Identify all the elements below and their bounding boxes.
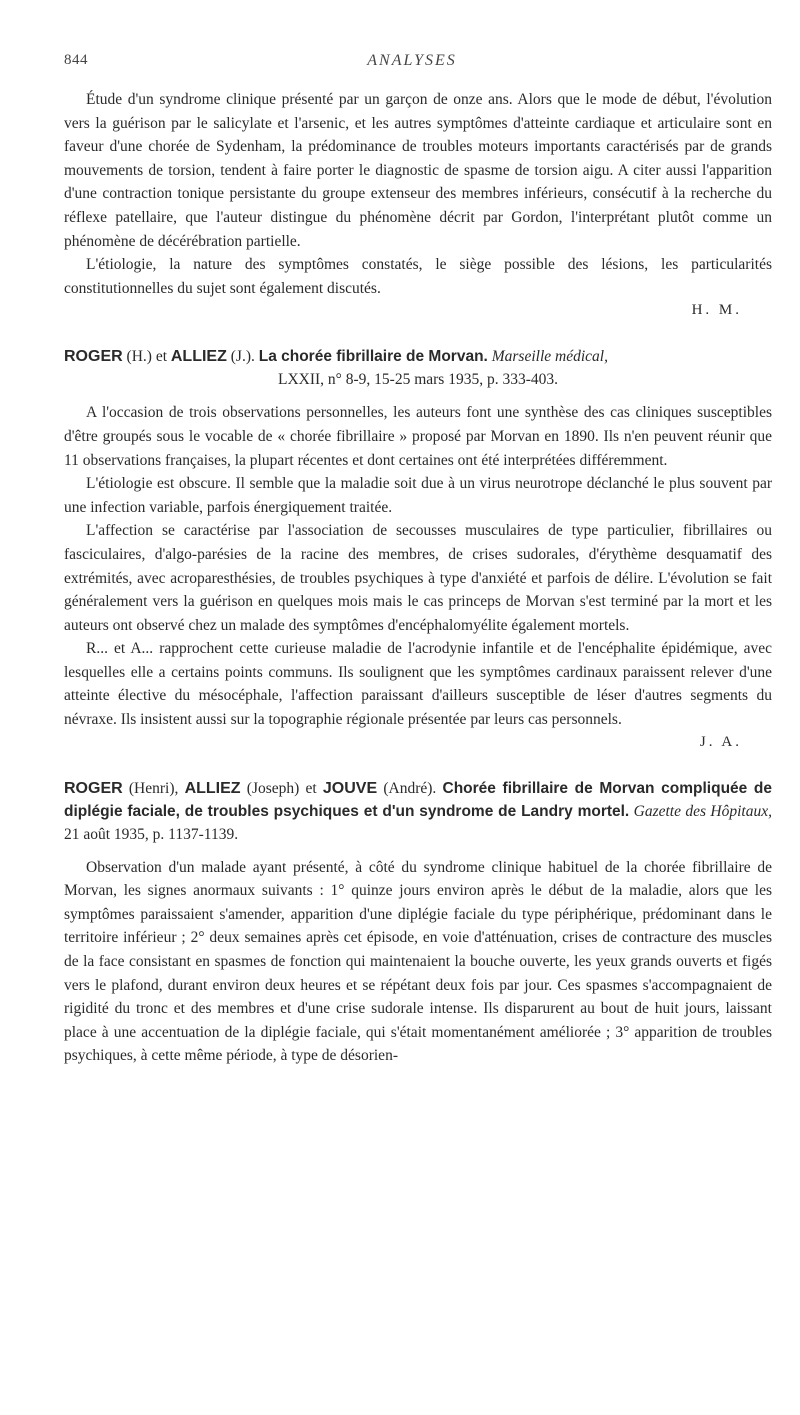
abstract-entry-3 [64, 777, 772, 1068]
citation-details: 21 août 1935, p. 1137-1139. [64, 825, 239, 843]
bibliographic-reference [64, 777, 772, 846]
abstract-entry-2 [64, 345, 772, 750]
reviewer-initials: H. M. [691, 302, 742, 319]
abstract-paragraph: Observation d'un malade ayant présenté, à côté du syndrome clinique habituel de la chorée fibrillaire de Morvan, les signes anormaux suivants : 1° quinze jours environ après le début de la maladie, alors que les symptômes paraissaient s'amender, apparition d'une diplégie faciale du type périphérique, prédominant dans le territoire inférieur ; 2° deux semaines après cet épisode, en voie d'atténuation, crises de contracture des muscles de la face consistant en spasmes de fonction qui maintenaient la bouche ouverte, les yeux grands ouverts et figés vers le plafond, durant environ deux heures et se répétant deux fois par jour. Ces spasmes s'accompagnaient de rigidité du tronc et des membres et d'une crise sudorale intense. Ils disparurent au bout de huit jours, laissant place à une accentuation de la diplégie faciale, qui s'était momentanément améliorée ; 3° apparition de troubles psychiques, à cette même période, à type de désorien- [64, 858, 772, 1065]
page-content [64, 88, 772, 1068]
article-title: La chorée fibrillaire de Morvan. [258, 348, 488, 366]
abstract-paragraph: A l'occasion de trois observations personnelles, les auteurs font une synthèse des cas cliniques susceptibles d'être groupés sous le vocable de « chorée fibrillaire » proposé par Morvan en 1890. Ils n'en peuvent réunir que 11 observations françaises, la plupart récentes et dont certaines ont été interprétées différemment. [64, 404, 772, 469]
article-title: Chorée fibrillaire de Morvan compliquée de diplégie faciale, de troubles psychiques et d'un syndrome de Landry mortel. [64, 779, 773, 820]
running-title: ANALYSES [367, 52, 457, 69]
abstract-entry-1 [64, 88, 772, 319]
page-number: 844 [64, 52, 88, 68]
abstract-paragraph: L'étiologie est obscure. Il semble que la maladie soit due à un virus neurotrope déclanché le plus souvent par une infection variable, parfois énergiquement traitée. [64, 475, 772, 516]
author-initial: (H.) et [122, 348, 171, 366]
author-name: JOUVE [322, 779, 378, 797]
citation-details: LXXII, n° 8-9, 15-25 mars 1935, p. 333-403. [278, 371, 558, 389]
bibliographic-reference [64, 345, 772, 391]
author-forename: (Joseph) et [240, 779, 323, 797]
abstract-paragraph: L'étiologie, la nature des symptômes constatés, le siège possible des lésions, les particularités constitutionnelles du sujet sont également discutés. [64, 256, 772, 297]
journal-name: Gazette des Hôpitaux, [633, 802, 772, 820]
reviewer-initials: J. A. [699, 733, 742, 750]
author-name: ROGER [64, 348, 123, 366]
running-header [64, 0, 760, 69]
abstract-paragraph: Étude d'un syndrome clinique présenté par un garçon de onze ans. Alors que le mode de début, l'évolution vers la guérison par le salicylate et l'arsenic, et les autres symptômes d'atteinte cardiaque et articulaire sont en faveur d'une chorée de Sydenham, la prédominance de troubles moteurs importants caractérisés par de grands mouvements de torsion, tendent à faire porter le diagnostic de spasme de torsion aigu. A citer aussi l'apparition d'une contraction tonique persistante du groupe extenseur des membres inférieurs, consécutif à la recherche du réflexe patellaire, que l'auteur distingue du phénomène décrit par Gordon, l'interprétant plutôt comme un phénomène de décérébration partielle. [64, 91, 772, 250]
abstract-paragraph: L'affection se caractérise par l'association de secousses musculaires de type particulier, fibrillaires ou fasciculaires, d'algo-parésies de la racine des membres, de crises sudorales, d'érythème desquamatif des extrémités, avec acroparesthésies, de troubles psychiques à type d'anxiété et parfois de délire. L'évolution se fait généralement vers la guérison en quelques mois mais le cas princeps de Morvan s'est terminé par la mort et les auteurs ont observé chez un malade des symptômes d'encéphalomyélite également mortels. [64, 522, 772, 634]
author-name: ROGER [64, 779, 123, 797]
author-name: ALLIEZ [184, 779, 241, 797]
author-forename: (Henri), [122, 779, 185, 797]
author-forename: (André). [377, 779, 443, 797]
author-name: ALLIEZ [170, 348, 227, 366]
abstract-paragraph: R... et A... rapprochent cette curieuse maladie de l'acrodynie infantile et de l'encéphalite épidémique, avec lesquelles elle a certains points communs. Ils soulignent que les symptômes cardinaux paraissent relever d'une atteinte élective du mésocéphale, l'affection paraissant d'ailleurs susceptible de léser d'autres segments du névraxe. Ils insistent aussi sur la topographie régionale présentée par leurs cas personnels. [64, 640, 772, 729]
author-initial: (J.). [226, 348, 259, 366]
journal-name: Marseille médical, [491, 348, 608, 366]
